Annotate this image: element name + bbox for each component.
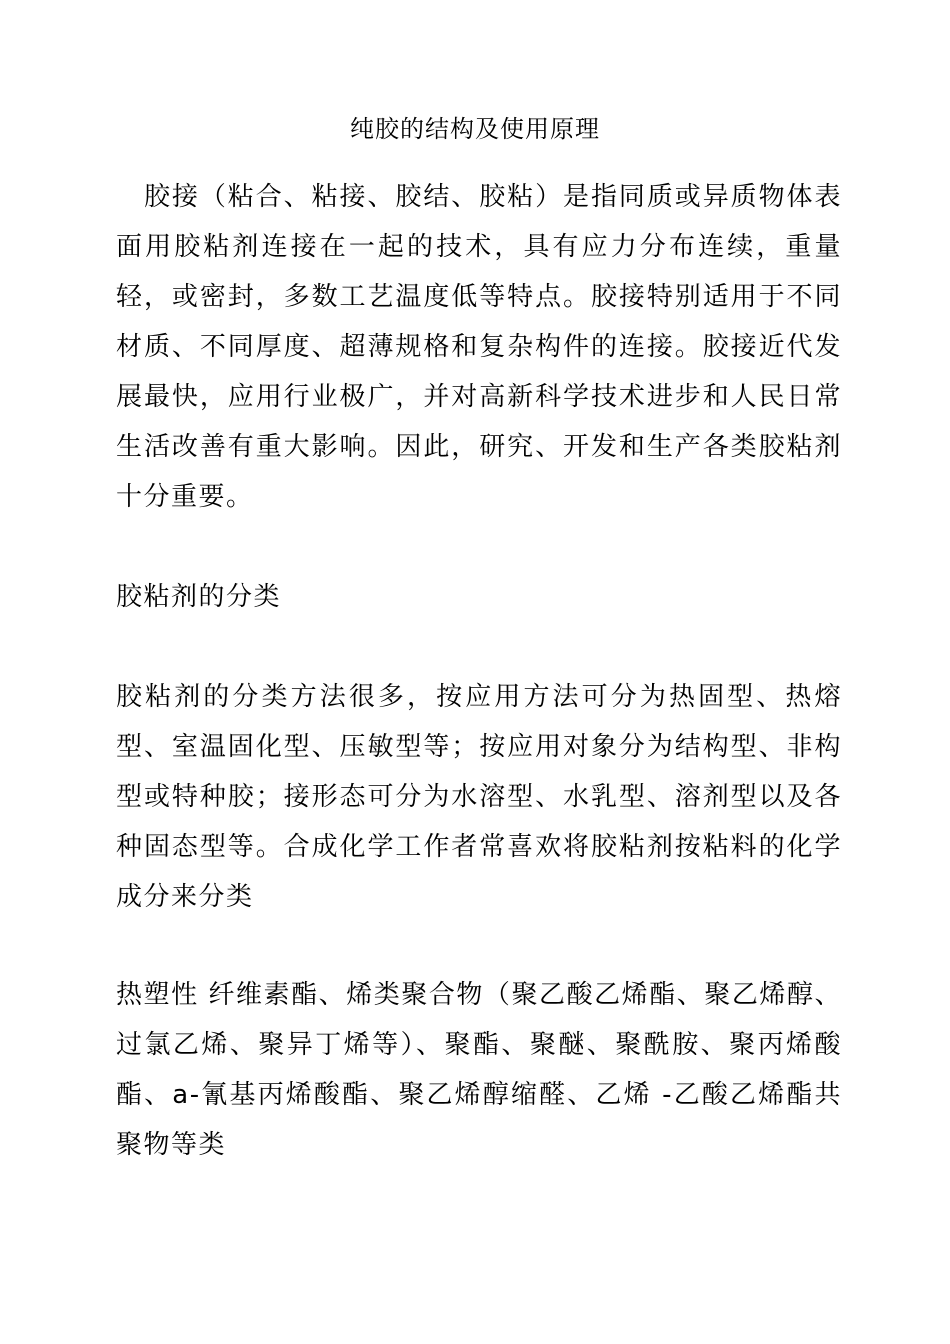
document-title: 纯胶的结构及使用原理 bbox=[350, 115, 600, 143]
classification-paragraph: 胶粘剂的分类方法很多，按应用方法可分为热固型、热熔型、室温固化型、压敏型等；按应用对象分为结构型、非构型或特种胶；接形态可分为水溶型、水乳型、溶剂型以及各种固态型等。合成化学工作者常喜欢将胶粘剂按粘料的化学成分来分类 bbox=[116, 682, 842, 912]
section-heading: 胶粘剂的分类 bbox=[116, 582, 282, 612]
intro-paragraph: 胶接（粘合、粘接、胶结、胶粘）是指同质或异质物体表面用胶粘剂连接在一起的技术，具有应力分布连续，重量轻，或密封，多数工艺温度低等特点。胶接特别适用于不同材质、不同厚度、超薄规格和复杂构件的连接。胶接近代发展最快，应用行业极广，并对高新科学技术进步和人民日常生活改善有重大影响。因此，研究、开发和生产各类胶粘剂十分重要。 bbox=[116, 182, 842, 512]
thermoplastic-paragraph: 热塑性 纤维素酯、烯类聚合物（聚乙酸乙烯酯、聚乙烯醇、过氯乙烯、聚异丁烯等）、聚酯、聚醚、聚酰胺、聚丙烯酸酯、a-氰基丙烯酸酯、聚乙烯醇缩醛、乙烯 -乙酸乙烯酯共聚物等类 bbox=[116, 980, 842, 1160]
